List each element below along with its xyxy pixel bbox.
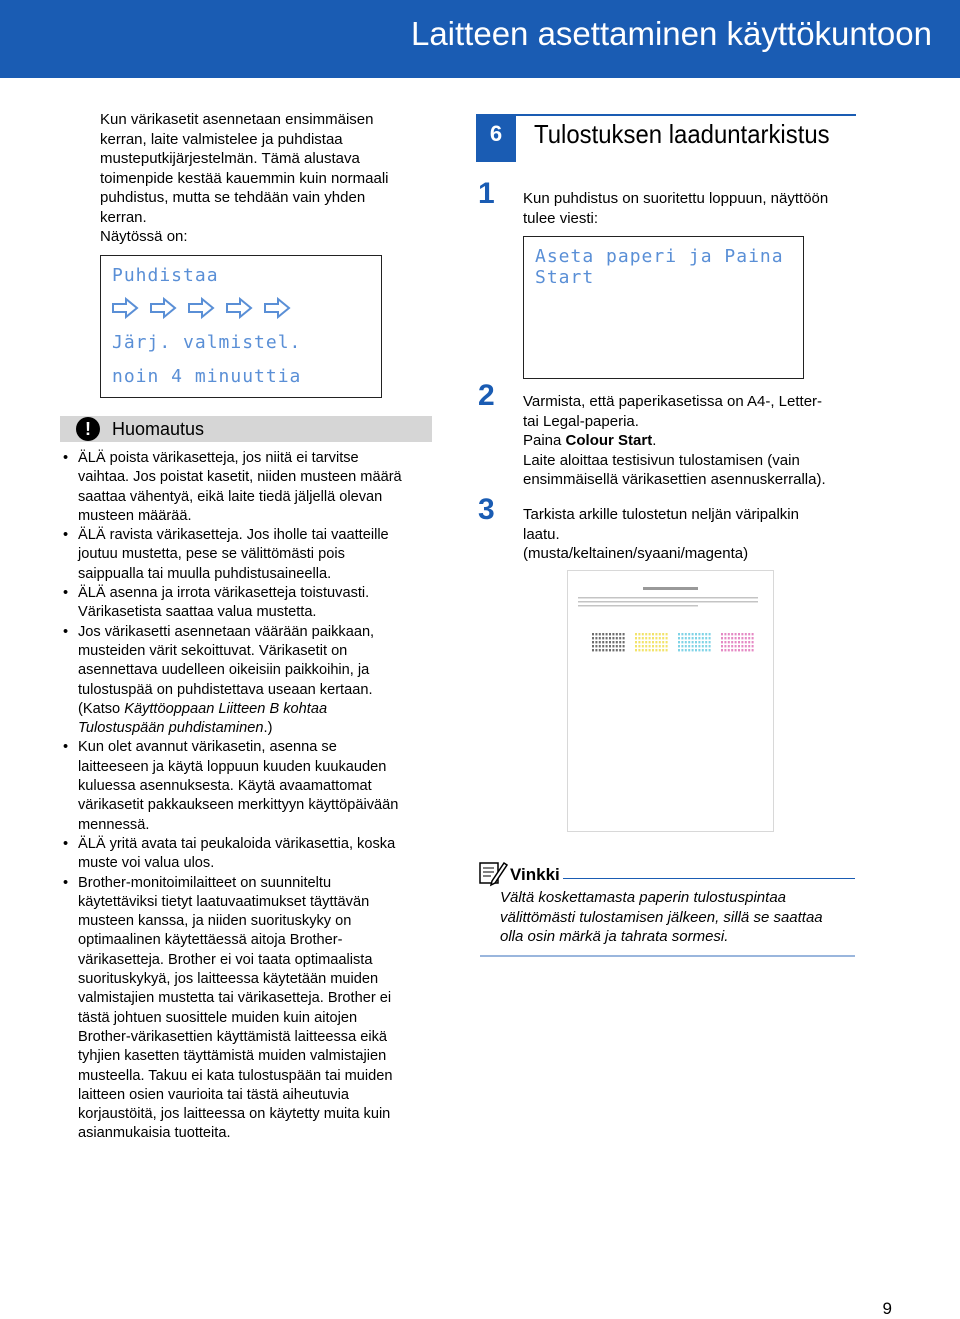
test-pattern-block-syaani: [678, 633, 711, 651]
substep-text: Tarkista arkille tulostetun neljän väripalkin: [523, 506, 799, 523]
lcd-line: Aseta paperi ja Paina: [535, 246, 784, 267]
intro-line: Näytössä on:: [100, 228, 188, 245]
intro-line: Kun värikasetit asennetaan ensimmäisen: [100, 111, 374, 128]
button-name: Colour Start: [565, 432, 653, 449]
test-pattern-block-magenta: [721, 633, 754, 651]
substep-text: Paina Colour Start.: [523, 432, 657, 449]
substep-text: tai Legal-paperia.: [523, 412, 639, 430]
substep-number: 2: [478, 379, 495, 412]
right-arrow-icon: [225, 296, 253, 320]
exclamation-icon: !: [76, 417, 100, 441]
test-pattern-block-keltainen: [635, 633, 668, 651]
lcd-line: noin 4 minuuttia: [112, 366, 302, 387]
lcd-display-load-paper: [523, 236, 804, 379]
tip-rule-top: [563, 878, 855, 879]
right-arrow-icon: [149, 296, 177, 320]
intro-line: kerran.: [100, 208, 147, 226]
substep-text: Laite aloittaa testisivun tulostamisen (vain: [523, 451, 800, 469]
substep-text: (musta/keltainen/syaani/magenta): [523, 545, 749, 562]
step-title: Tulostuksen laaduntarkistus: [534, 119, 830, 149]
intro-line: kerran, laite valmistelee ja puhdistaa: [100, 130, 343, 148]
list-item: • ÄLÄ asenna ja irrota värikasetteja toistuvasti. Värikasetista saattaa valua mustetta.: [60, 584, 440, 623]
test-pattern-block-musta: [592, 633, 625, 651]
intro-line: musteputkijärjestelmän. Tämä alustava: [100, 150, 360, 167]
intro-line: puhdistus, mutta se tehdään vain yhden: [100, 189, 366, 206]
step-number: 6: [489, 121, 503, 146]
header-bar: [0, 0, 960, 78]
list-item: • ÄLÄ poista värikasetteja, jos niitä ei tarvitse vaihtaa. Jos poistat kasetit, niiden musteen määrä saattaa vähentyä, eikä laite tiedä jäljellä olevan musteen määrää.: [60, 449, 440, 526]
right-arrow-icon: [111, 296, 139, 320]
tip-rule-bottom: [480, 955, 855, 957]
note-list: [60, 449, 440, 1144]
test-print-illustration: [568, 571, 773, 831]
lcd-line: Start: [535, 267, 595, 288]
list-item: • ÄLÄ ravista värikasetteja. Jos iholle tai vaatteille joutuu mustetta, pese se välittömästi pois saippualla tai muulla puhdistusaineella.: [60, 526, 440, 584]
reference-title: Käyttöoppaan Liitteen B kohtaa: [124, 700, 328, 717]
step-rule: [516, 114, 856, 116]
lcd-line: Järj. valmistel.: [112, 332, 302, 353]
intro-line: toimenpide kestää kauemmin kuin normaali: [100, 169, 389, 187]
substep-text: tulee viesti:: [523, 209, 599, 227]
substep-number: 3: [478, 493, 495, 526]
lcd-arrow-row: [111, 296, 291, 320]
list-item: • ÄLÄ yritä avata tai peukaloida värikasettia, koska muste voi valua ulos.: [60, 835, 440, 874]
note-title: Huomautus: [112, 419, 205, 439]
list-item: • Brother-monitoimilaitteet on suunniteltu käytettäviksi tietyt laatuvaatimukset täyttävän musteen kanssa, ja niiden suorituskyky on optimaalinen käytettäessä aitoja Brother- värikasetteja. Brother ei voi taata optimaalista suorituskykyä, jos laitteessa käytetään muiden valmistajien mustetta tai värikasetteja. Brother ei tästä johtuen suosittele muiden kuin aitojen Brother-värikasettien käyttämistä laitteessa eikä tyhjien kasetten täyttämistä muiden valmistajien musteella. Takuu ei kata tulostuspään tai muiden laitteen osien vaurioita tai tästä aiheutuvia korjaustöitä, jos laitteessa on käytetty muita kuin asianmukaisia tuotteita.: [60, 874, 440, 1144]
list-item: • Kun olet avannut värikasetin, asenna se laitteeseen ja käytä loppuun kuuden kuukauden kuluessa asennuksesta. Käytä avaamattomat värikasetit pakkaukseen merkittyyn käyttöpäivään mennessä.: [60, 738, 440, 834]
right-arrow-icon: [187, 296, 215, 320]
substep-text: Varmista, että paperikasetissa on A4-, Letter-: [523, 393, 823, 410]
page-title: Laitteen asettaminen käyttökuntoon: [410, 15, 932, 52]
substep-text: Kun puhdistus on suoritettu loppuun, näyttöön: [523, 190, 829, 207]
pencil-note-icon: [478, 857, 508, 887]
substep-number: 1: [478, 177, 495, 210]
test-print-image: [567, 570, 774, 832]
page-number: 9: [882, 1299, 892, 1318]
tip-title: Vinkki: [510, 865, 560, 884]
lcd-display-cleaning: [100, 255, 382, 398]
lcd-line: Puhdistaa: [112, 265, 219, 286]
substep-text: laatu.: [523, 525, 560, 543]
list-item: • Jos värikasetti asennetaan väärään paikkaan, musteiden värit sekoittuvat. Värikasetit on asennettava uudelleen oikeisiin paikkoihin, ja tulostuspää on puhdistettava useaan kertaan. (Katso Käyttöoppaan Liitteen B kohtaa Tulostuspään puhdistaminen.): [60, 623, 440, 739]
right-arrow-icon: [263, 296, 291, 320]
step-number-box: [476, 114, 516, 162]
tip-text: Vältä koskettamasta paperin tulostuspintaa välittömästi tulostamisen jälkeen, sillä se saattaa olla osin märkä ja tahrata sormesi.: [500, 889, 823, 945]
reference-title: Tulostuspään puhdistaminen: [78, 720, 264, 737]
substep-text: ensimmäisellä värikasettien asennuskerralla).: [523, 471, 826, 488]
